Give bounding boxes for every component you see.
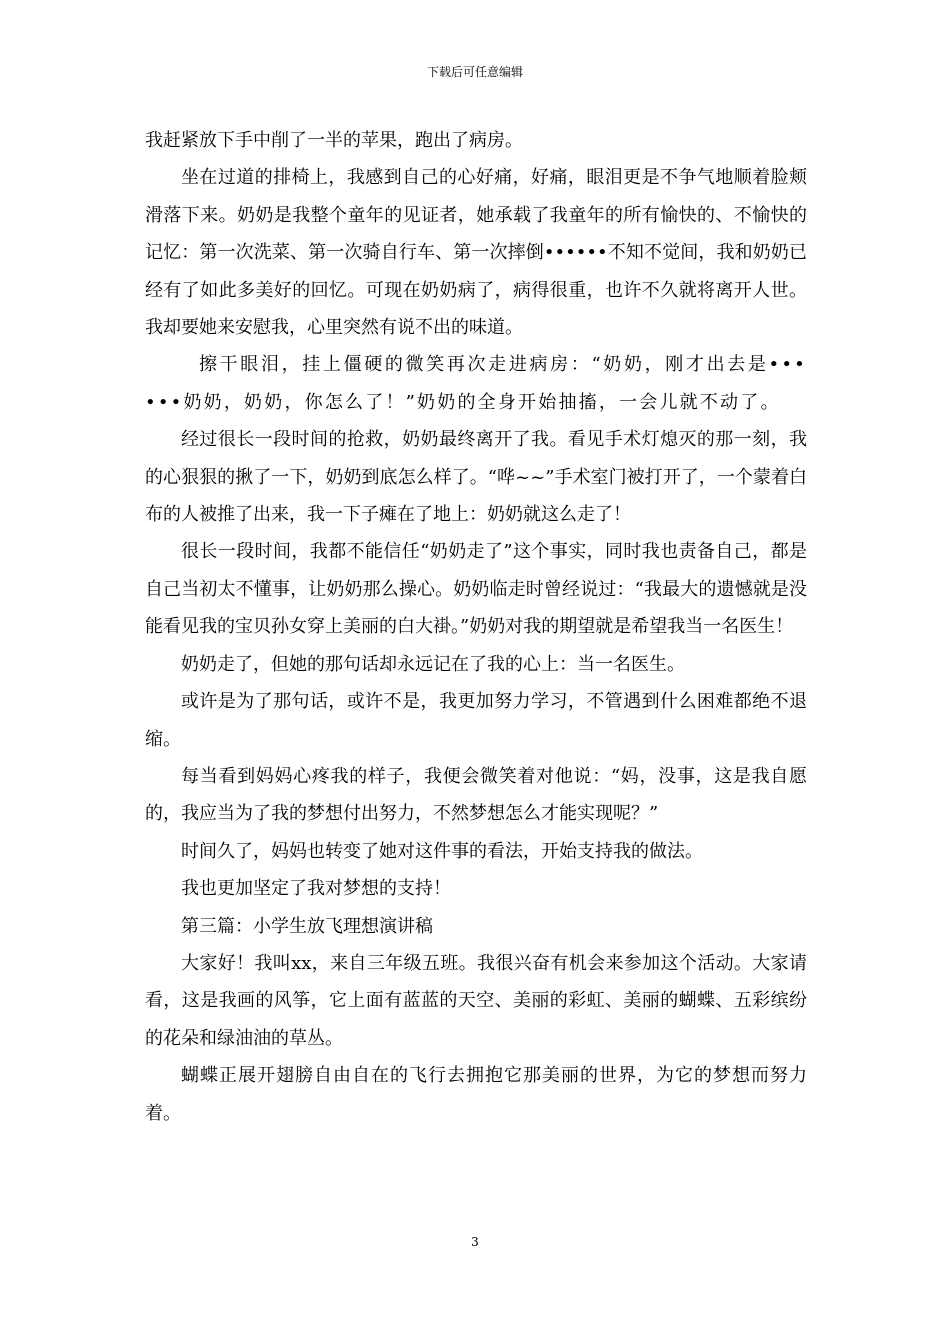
paragraph: 时间久了，妈妈也转变了她对这件事的看法，开始支持我的做法。 — [181, 840, 703, 862]
section-heading: 第三篇：小学生放飞理想演讲稿 — [181, 915, 433, 937]
page-number: 3 — [471, 1235, 479, 1249]
paragraph: 奶奶走了，但她的那句话却永远记在了我的心上：当一名医生。 — [181, 653, 685, 675]
paragraph: 或许是为了那句话，或许不是，我更加努力学习，不管遇到什么困难都绝不退缩。 — [145, 691, 807, 750]
paragraph: 经过很长一段时间的抢救，奶奶最终离开了我。看见手术灯熄灭的那一刻，我的心狠狠的揪了一下，奶奶到底怎么样了。“哗~~”手术室门被打开了，一个蒙着白布的人被推了出来，我一下子瘫在了地上：奶奶就这么走了！ — [145, 429, 807, 526]
paragraph: 大家好！我叫xx，来自三年级五班。我很兴奋有机会来参加这个活动。大家请看，这是我画的风筝，它上面有蓝蓝的天空、美丽的彩虹、美丽的蝴蝶、五彩缤纷的花朵和绿油油的草丛。 — [145, 952, 807, 1049]
paragraph: 我也更加坚定了我对梦想的支持！ — [181, 878, 451, 900]
paragraph: 擦干眼泪，挂上僵硬的微笑再次走进病房：“奶奶，刚才出去是••••••奶奶，奶奶，你怎么了！”奶奶的全身开始抽搐，一会儿就不动了。 — [145, 354, 807, 413]
paragraph: 蝴蝶正展开翅膀自由自在的飞行去拥抱它那美丽的世界，为它的梦想而努力着。 — [145, 1065, 807, 1124]
paragraph: 坐在过道的排椅上，我感到自己的心好痛，好痛，眼泪更是不争气地顺着脸颊滑落下来。奶奶是我整个童年的见证者，她承载了我童年的所有愉快的、不愉快的记忆：第一次洗菜、第一次骑自行车、第一次摔倒••••••不知不觉间，我和奶奶已经有了如此多美好的回忆。可现在奶奶病了，病得很重，也许不久就将离开人世。我却要她来安慰我，心里突然有说不出的味道。 — [145, 167, 807, 339]
document-body — [145, 122, 807, 1132]
paragraph: 我赶紧放下手中削了一半的苹果，跑出了病房。 — [145, 130, 523, 151]
paragraph: 每当看到妈妈心疼我的样子，我便会微笑着对他说：“妈，没事，这是我自愿的，我应当为了我的梦想付出努力，不然梦想怎么才能实现呢？” — [145, 765, 807, 825]
paragraph: 很长一段时间，我都不能信任“奶奶走了”这个事实，同时我也责备自己，都是自己当初太不懂事，让奶奶那么操心。奶奶临走时曾经说过：“我最大的遗憾就是没能看见我的宝贝孙女穿上美丽的白大褂。”奶奶对我的期望就是希望我当一名医生！ — [145, 541, 807, 638]
page-header: 下载后可任意编辑 — [426, 65, 523, 79]
